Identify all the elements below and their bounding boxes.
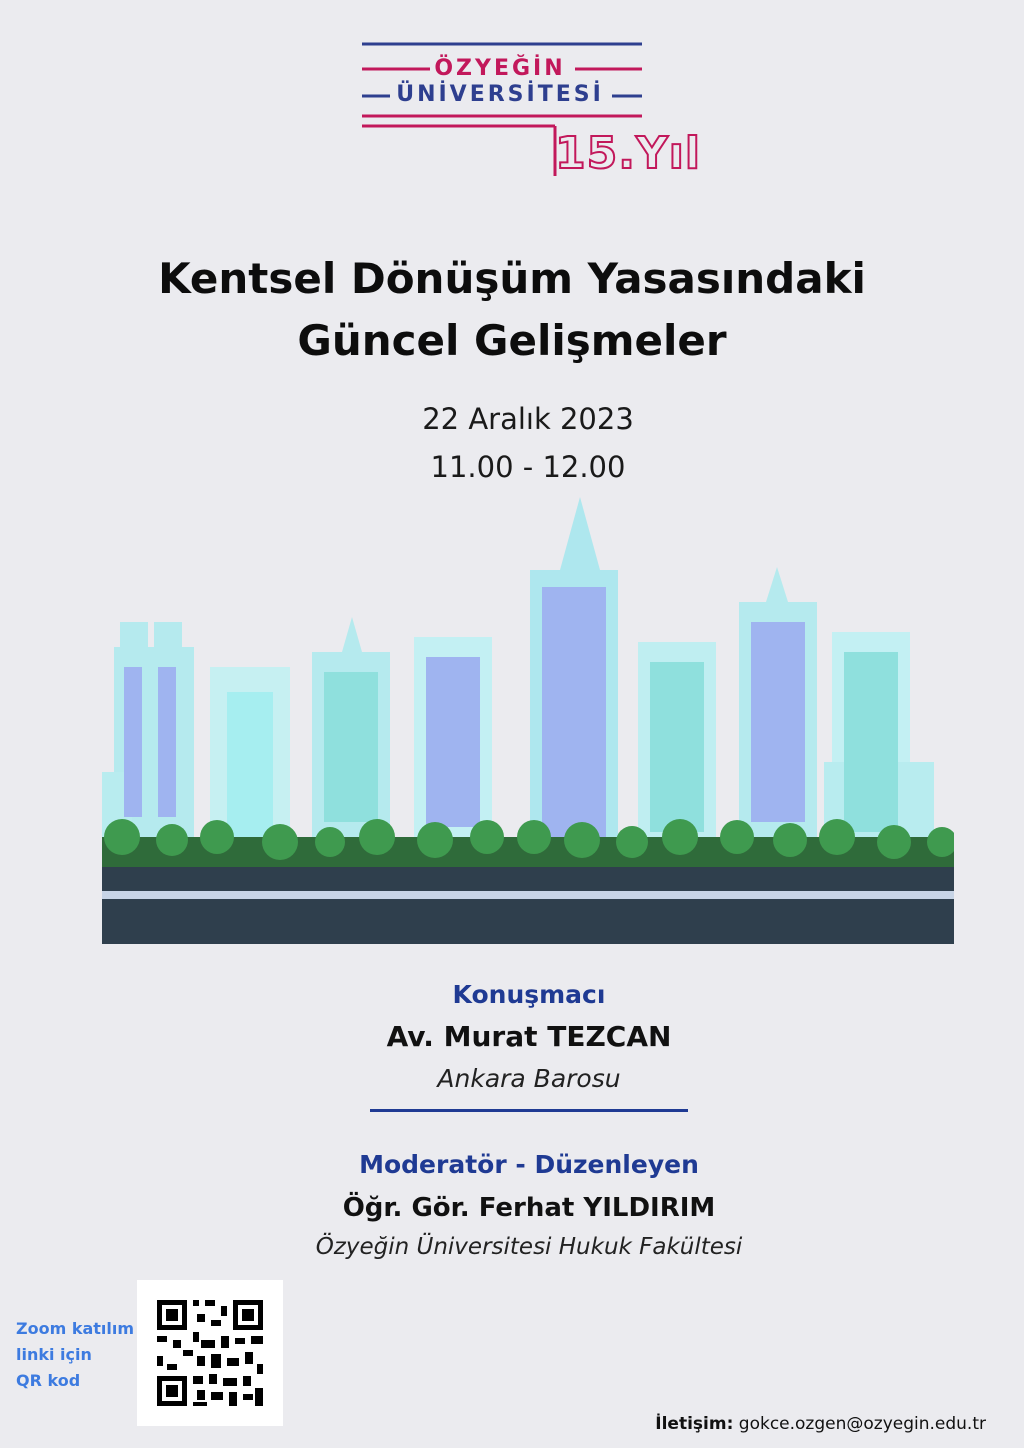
event-title-line2: Güncel Gelişmeler [297, 316, 727, 365]
city-skyline-illustration [102, 492, 954, 944]
qr-label-line3: QR kod [16, 1371, 81, 1390]
section-divider [370, 1109, 688, 1112]
moderator-name: Öğr. Gör. Ferhat YILDIRIM [342, 1193, 716, 1223]
trees [102, 819, 954, 867]
qr-label-line2: linki için [16, 1345, 92, 1364]
qr-code-icon [137, 1280, 283, 1426]
logo-text-line2: ÜNİVERSİTESİ [396, 82, 604, 107]
qr-label [16, 1316, 146, 1394]
qr-label-line1: Zoom katılım [16, 1319, 135, 1338]
buildings [102, 497, 934, 857]
qr-code[interactable] [137, 1280, 283, 1426]
windows [124, 587, 898, 842]
contact-info [655, 1414, 986, 1434]
speaker-heading: Konuşmacı [452, 980, 606, 1009]
event-date: 22 Aralık 2023 [422, 402, 634, 436]
moderator-heading: Moderatör - Düzenleyen [359, 1150, 699, 1179]
university-logo [350, 36, 710, 186]
ground [102, 867, 954, 891]
speaker-name: Av. Murat TEZCAN [386, 1020, 672, 1053]
sidewalk [102, 891, 954, 899]
contact-email[interactable]: gokce.ozgen@ozyegin.edu.tr [738, 1414, 986, 1434]
speaker-organization: Ankara Barosu [437, 1064, 621, 1093]
event-title [62, 248, 962, 372]
logo-text-line1: ÖZYEĞİN [434, 56, 566, 81]
road [102, 899, 954, 944]
logo-anniversary: 15.Yıl [555, 128, 701, 179]
moderator-organization: Özyeğin Üniversitesi Hukuk Fakültesi [315, 1234, 743, 1260]
event-title-line1: Kentsel Dönüşüm Yasasındaki [158, 254, 866, 303]
event-time: 11.00 - 12.00 [430, 450, 626, 484]
contact-label: İletişim: [655, 1414, 734, 1434]
